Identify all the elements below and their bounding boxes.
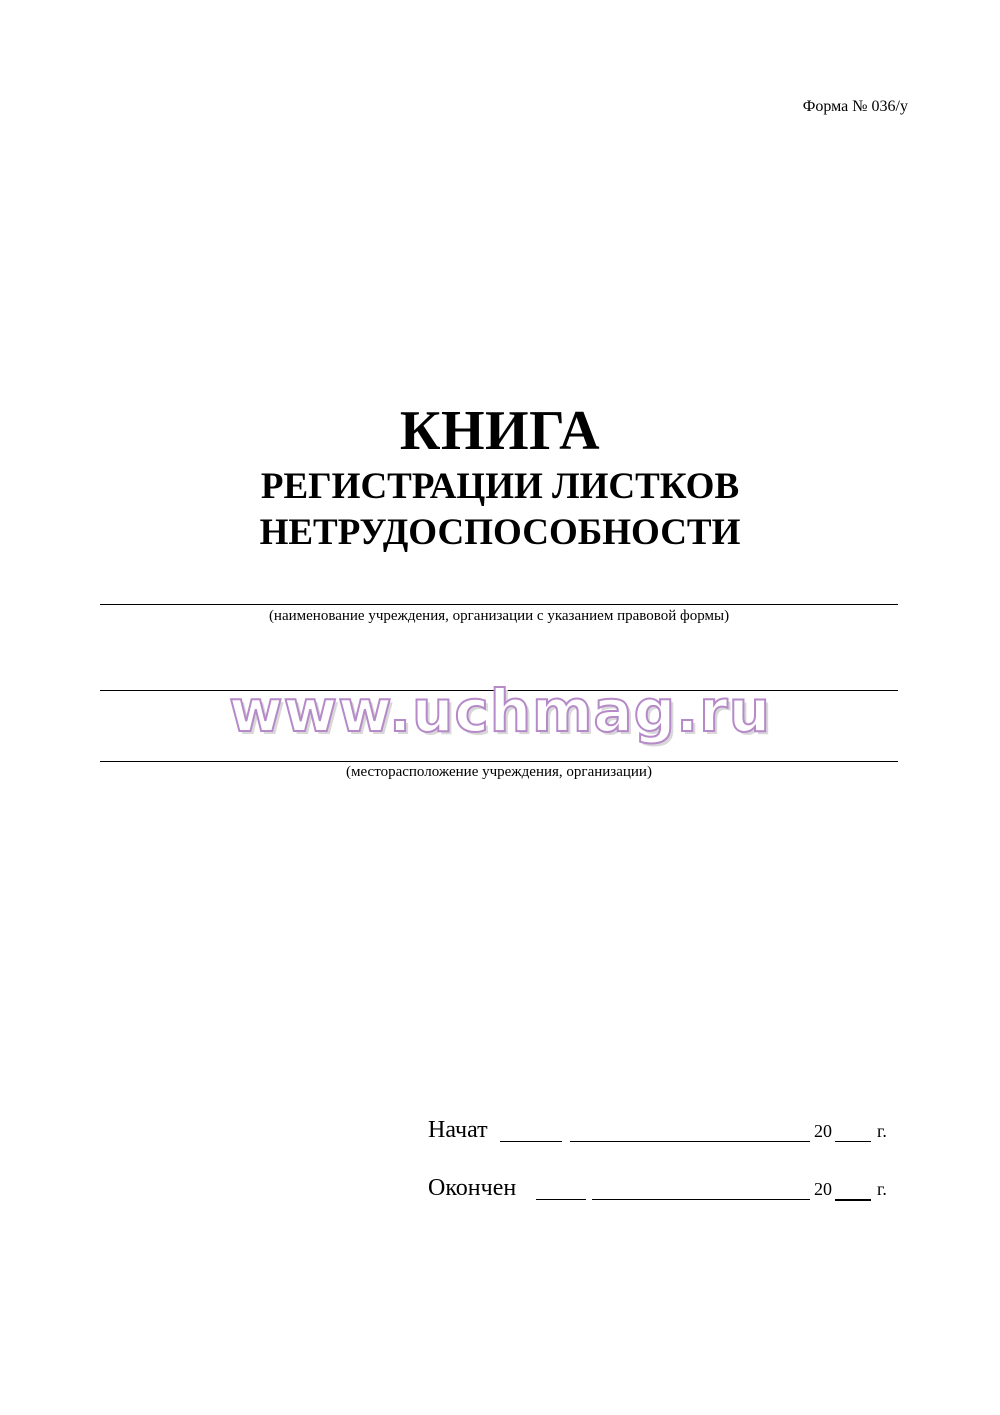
started-year-prefix: 20 [814, 1121, 832, 1141]
ended-year-suffix: г. [877, 1179, 887, 1199]
organization-name-line [100, 604, 898, 605]
organization-caption: (наименование учреждения, организации с указанием правовой формы) [268, 608, 730, 624]
title-block [0, 398, 1000, 556]
title-main: КНИГА [399, 400, 601, 462]
ended-row [428, 1175, 898, 1233]
started-day-blank [500, 1141, 562, 1142]
ended-year-blank [835, 1199, 871, 1201]
location-caption: (месторасположение учреждения, организации) [346, 764, 652, 780]
ended-label: Окончен [428, 1175, 517, 1201]
ended-month-blank [592, 1199, 810, 1200]
title-line-1: РЕГИСТРАЦИИ ЛИСТКОВ [260, 466, 740, 507]
started-label: Начат [428, 1117, 488, 1143]
form-number: Форма № 036/у [802, 98, 908, 115]
started-month-blank [570, 1141, 810, 1142]
started-row [428, 1117, 898, 1175]
ended-year-prefix: 20 [814, 1179, 832, 1199]
started-year-blank [835, 1141, 871, 1142]
dates-block [428, 1117, 898, 1233]
watermark: www.uchmag.ru [228, 677, 772, 745]
location-line-2 [100, 761, 898, 762]
ended-day-blank [536, 1199, 586, 1200]
title-line-2: НЕТРУДОСПОСОБНОСТИ [259, 512, 741, 553]
started-year-suffix: г. [877, 1121, 887, 1141]
